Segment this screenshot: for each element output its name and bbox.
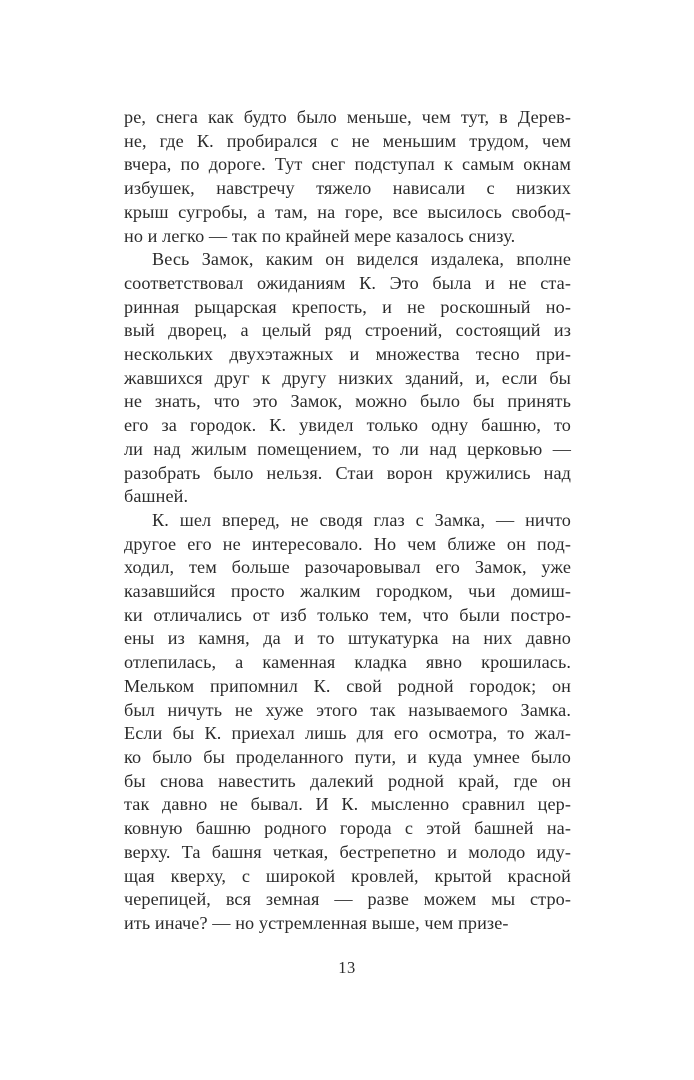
text-line: Мельком припомнил К. свой родной городок; он bbox=[124, 675, 571, 696]
text-line: верху. Та башня четкая, бестрепетно и молодо иду- bbox=[124, 841, 571, 862]
text-line: вчера, по дороге. Тут снег подступал к самым окнам bbox=[124, 154, 571, 175]
text-line: ли над жилым помещением, то ли над церковью — bbox=[124, 438, 571, 459]
text-line: но и легко — так по крайней мере казалось снизу. bbox=[124, 225, 516, 246]
text-line: другое его не интересовало. Но чем ближе он под- bbox=[124, 533, 571, 554]
text-line: ены из камня, да и то штукатурка на них давно bbox=[124, 628, 571, 649]
text-line: отлепилась, а каменная кладка явно крошилась. bbox=[124, 652, 571, 673]
text-line: ки отличались от изб только тем, что были постро- bbox=[124, 604, 571, 625]
text-line: Весь Замок, каким он виделся издалека, вполне bbox=[152, 249, 571, 270]
text-line: Если бы К. приехал лишь для его осмотра, то жал- bbox=[124, 723, 571, 744]
text-line: казавшийся просто жалким городком, чьи домиш- bbox=[124, 581, 571, 602]
text-line: избушек, навстречу тяжело нависали с низких bbox=[124, 178, 571, 199]
paragraph bbox=[124, 248, 571, 509]
page-number: 13 bbox=[338, 958, 356, 977]
text-line: К. шел вперед, не сводя глаз с Замка, — ничто bbox=[152, 509, 571, 530]
text-line: нескольких двухэтажных и множества тесно при- bbox=[124, 344, 571, 365]
text-line: щая кверху, с широкой кровлей, крытой красной bbox=[124, 865, 571, 886]
text-line: ходил, тем больше разочаровывал его Замок, уже bbox=[124, 557, 571, 578]
text-line: не, где К. пробирался с не меньшим трудом, чем bbox=[124, 130, 571, 151]
text-line: соответствовал ожиданиям К. Это была и не ста- bbox=[124, 272, 571, 293]
paragraph bbox=[124, 509, 571, 936]
text-line: ковную башню родного города с этой башней на- bbox=[124, 818, 571, 839]
text-line: ить иначе? — но устремленная выше, чем призе- bbox=[124, 912, 509, 933]
text-line: так давно не бывал. И К. мысленно сравнил цер- bbox=[124, 794, 571, 815]
text-line: ринная рыцарская крепость, и не роскошный но- bbox=[124, 296, 571, 317]
text-block bbox=[124, 106, 571, 936]
text-line: вый дворец, а целый ряд строений, состоящий из bbox=[124, 320, 571, 341]
text-line: ко было бы проделанного пути, и куда умнее было bbox=[124, 746, 571, 767]
text-line: не знать, что это Замок, можно было бы принять bbox=[124, 391, 571, 412]
text-line: его за городок. К. увидел только одну башню, то bbox=[124, 415, 571, 436]
text-line: крыш сугробы, а там, на горе, все высилось свобод- bbox=[124, 201, 571, 222]
paragraph bbox=[124, 106, 571, 248]
text-line: разобрать было нельзя. Стаи ворон кружились над bbox=[124, 462, 571, 483]
page-footer bbox=[0, 958, 694, 978]
text-line: был ничуть не хуже этого так называемого Замка. bbox=[124, 699, 571, 720]
text-line: жавшихся друг к другу низких зданий, и, если бы bbox=[124, 367, 571, 388]
text-line: башней. bbox=[124, 486, 189, 507]
text-line: черепицей, вся земная — разве можем мы стро- bbox=[124, 889, 571, 910]
text-line: ре, снега как будто было меньше, чем тут, в Дерев- bbox=[124, 107, 571, 127]
text-line: бы снова навестить далекий родной край, где он bbox=[124, 770, 571, 791]
